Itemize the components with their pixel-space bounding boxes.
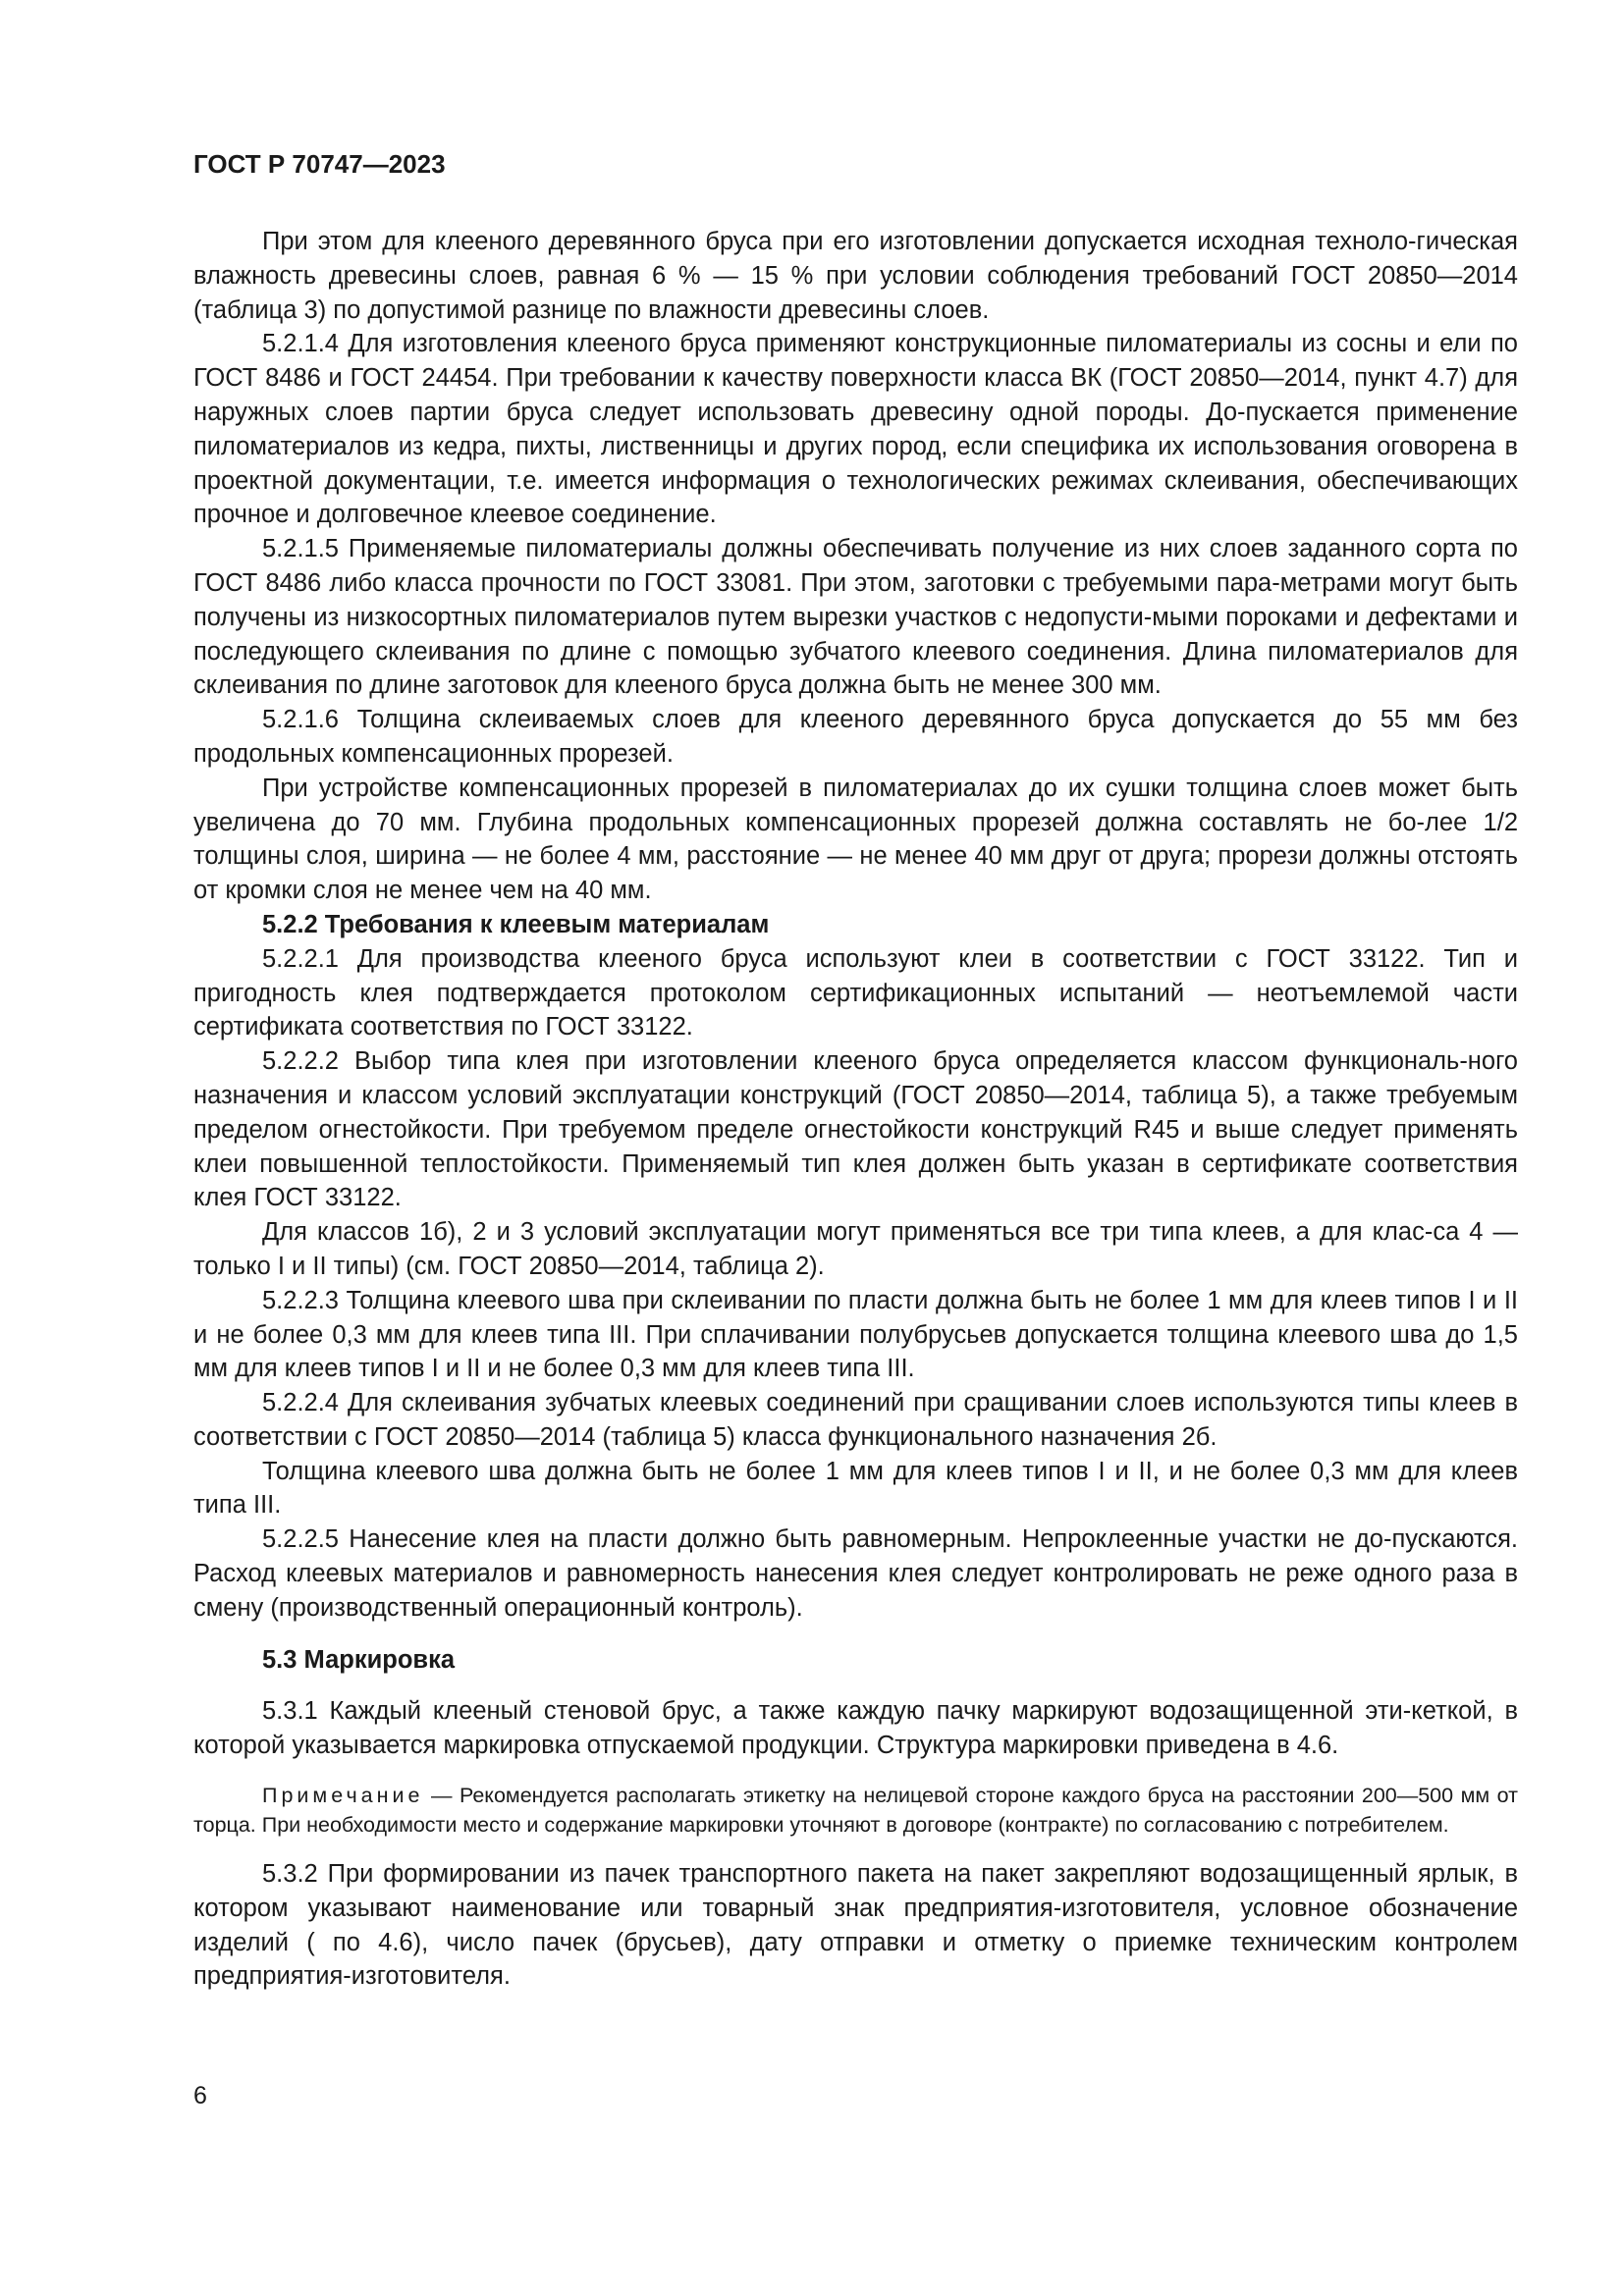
note [193, 1781, 1518, 1840]
document-code-header: ГОСТ Р 70747—2023 [193, 149, 446, 179]
note-text: — Рекомендуется располагать этикетку на нелицевой стороне каждого бруса на расстоянии 200—500 мм от торца. При необходимости место и содержание маркировки уточняют в договоре (контракте) по согласованию с потребителем. [193, 1784, 1518, 1838]
paragraph: 5.2.1.5 Применяемые пиломатериалы должны обеспечивать получение из них слоев заданного сорта по ГОСТ 8486 либо класса прочности по ГОСТ 33081. При этом, заготовки с требуемыми пара-метрами могут быть получены из низкосортных пиломатериалов путем вырезки участков с недопусти-мыми пороками и дефектами и последующего склеивания по длине с помощью зубчатого клеевого соединения. Длина пиломатериалов для склеивания по длине заготовок для клееного бруса должна быть не менее 300 мм. [193, 535, 1518, 700]
paragraph: 5.2.2.2 Выбор типа клея при изготовлении клееного бруса определяется классом функциональ-ного назначения и классом условий эксплуатации конструкций (ГОСТ 20850—2014, таблица 5), а также требуемым пределом огнестойкости. При требуемом пределе огнестойкости конструкций R45 и выше следует применять клеи повышенной теплостойкости. Применяемый тип клея должен быть указан в сертификате соответствия клея ГОСТ 33122. [193, 1047, 1518, 1212]
document-body [193, 225, 1518, 1994]
paragraph: 5.2.2.1 Для производства клееного бруса используют клеи в соответствии с ГОСТ 33122. Тип и пригодность клея подтверждается протоколом сертификационных испытаний — неотъемлемой части сертификата соответствия по ГОСТ 33122. [193, 944, 1518, 1041]
paragraph: 5.3.2 При формировании из пачек транспортного пакета на пакет закрепляют водозащищенный ярлык, в котором указывают наименование или товарный знак предприятия-изготовителя, условное обозначение изделий ( по 4.6), число пачек (брусьев), дату отправки и отметку о приемке техническим контролем предприятия-изготовителя. [193, 1860, 1518, 1991]
paragraph: Толщина клеевого шва должна быть не более 1 мм для клеев типов I и II, и не более 0,3 мм для клеев типа III. [193, 1457, 1518, 1520]
paragraph: 5.2.1.4 Для изготовления клееного бруса применяют конструкционные пиломатериалы из сосны и ели по ГОСТ 8486 и ГОСТ 24454. При требовании к качеству поверхности класса ВК (ГОСТ 20850—2014, пункт 4.7) для наружных слоев партии бруса следует использовать древесину одной породы. До-пускается применение пиломатериалов из кедра, пихты, лиственницы и других пород, если специфика их использования оговорена в проектной документации, т.е. имеется информация о технологических режимах склеивания, обеспечивающих прочное и долговечное клеевое соединение. [193, 330, 1518, 529]
note-label: Примечание [262, 1784, 424, 1808]
paragraph: 5.2.2.5 Нанесение клея на пласти должно быть равномерным. Непроклеенные участки не до-пускаются. Расход клеевых материалов и равномерность нанесения клея следует контролировать не реже одного раза в смену (производственный операционный контроль). [193, 1525, 1518, 1622]
paragraph: 5.2.2.4 Для склеивания зубчатых клеевых соединений при сращивании слоев используются типы клеев в соответствии с ГОСТ 20850—2014 (таблица 5) класса функционального назначения 2б. [193, 1389, 1518, 1451]
section-heading-5-2-2: 5.2.2 Требования к клеевым материалам [262, 910, 770, 938]
section-heading-5-3: 5.3 Маркировка [262, 1645, 456, 1674]
paragraph: При устройстве компенсационных прорезей в пиломатериалах до их сушки толщина слоев может быть увеличена до 70 мм. Глубина продольных компенсационных прорезей должна составлять не бо-лее 1/2 толщины слоя, ширина — не более 4 мм, расстояние — не менее 40 мм друг от друга; прорези должны отстоять от кромки слоя не менее чем на 40 мм. [193, 774, 1518, 905]
paragraph: 5.2.1.6 Толщина склеиваемых слоев для клееного деревянного бруса допускается до 55 мм без продольных компенсационных прорезей. [193, 706, 1518, 768]
paragraph: 5.2.2.3 Толщина клеевого шва при склеивании по пласти должна быть не более 1 мм для клеев типов I и II и не более 0,3 мм для клеев типа III. При сплачивании полубрусьев допускается толщина клеевого шва до 1,5 мм для клеев типов I и II и не более 0,3 мм для клеев типа III. [193, 1286, 1518, 1383]
paragraph: 5.3.1 Каждый клееный стеновой брус, а также каждую пачку маркируют водозащищенной эти-кеткой, в которой указывается маркировка отпускаемой продукции. Структура маркировки приведена в 4.6. [193, 1697, 1518, 1760]
page-number: 6 [193, 2082, 207, 2109]
paragraph: При этом для клееного деревянного бруса при его изготовлении допускается исходная техноло-гическая влажность древесины слоев, равная 6 % — 15 % при условии соблюдения требований ГОСТ 20850—2014 (таблица 3) по допустимой разнице по влажности древесины слоев. [193, 228, 1518, 324]
paragraph: Для классов 1б), 2 и 3 условий эксплуатации могут применяться все три типа клеев, а для клас-са 4 — только I и II типы) (см. ГОСТ 20850—2014, таблица 2). [193, 1218, 1518, 1280]
